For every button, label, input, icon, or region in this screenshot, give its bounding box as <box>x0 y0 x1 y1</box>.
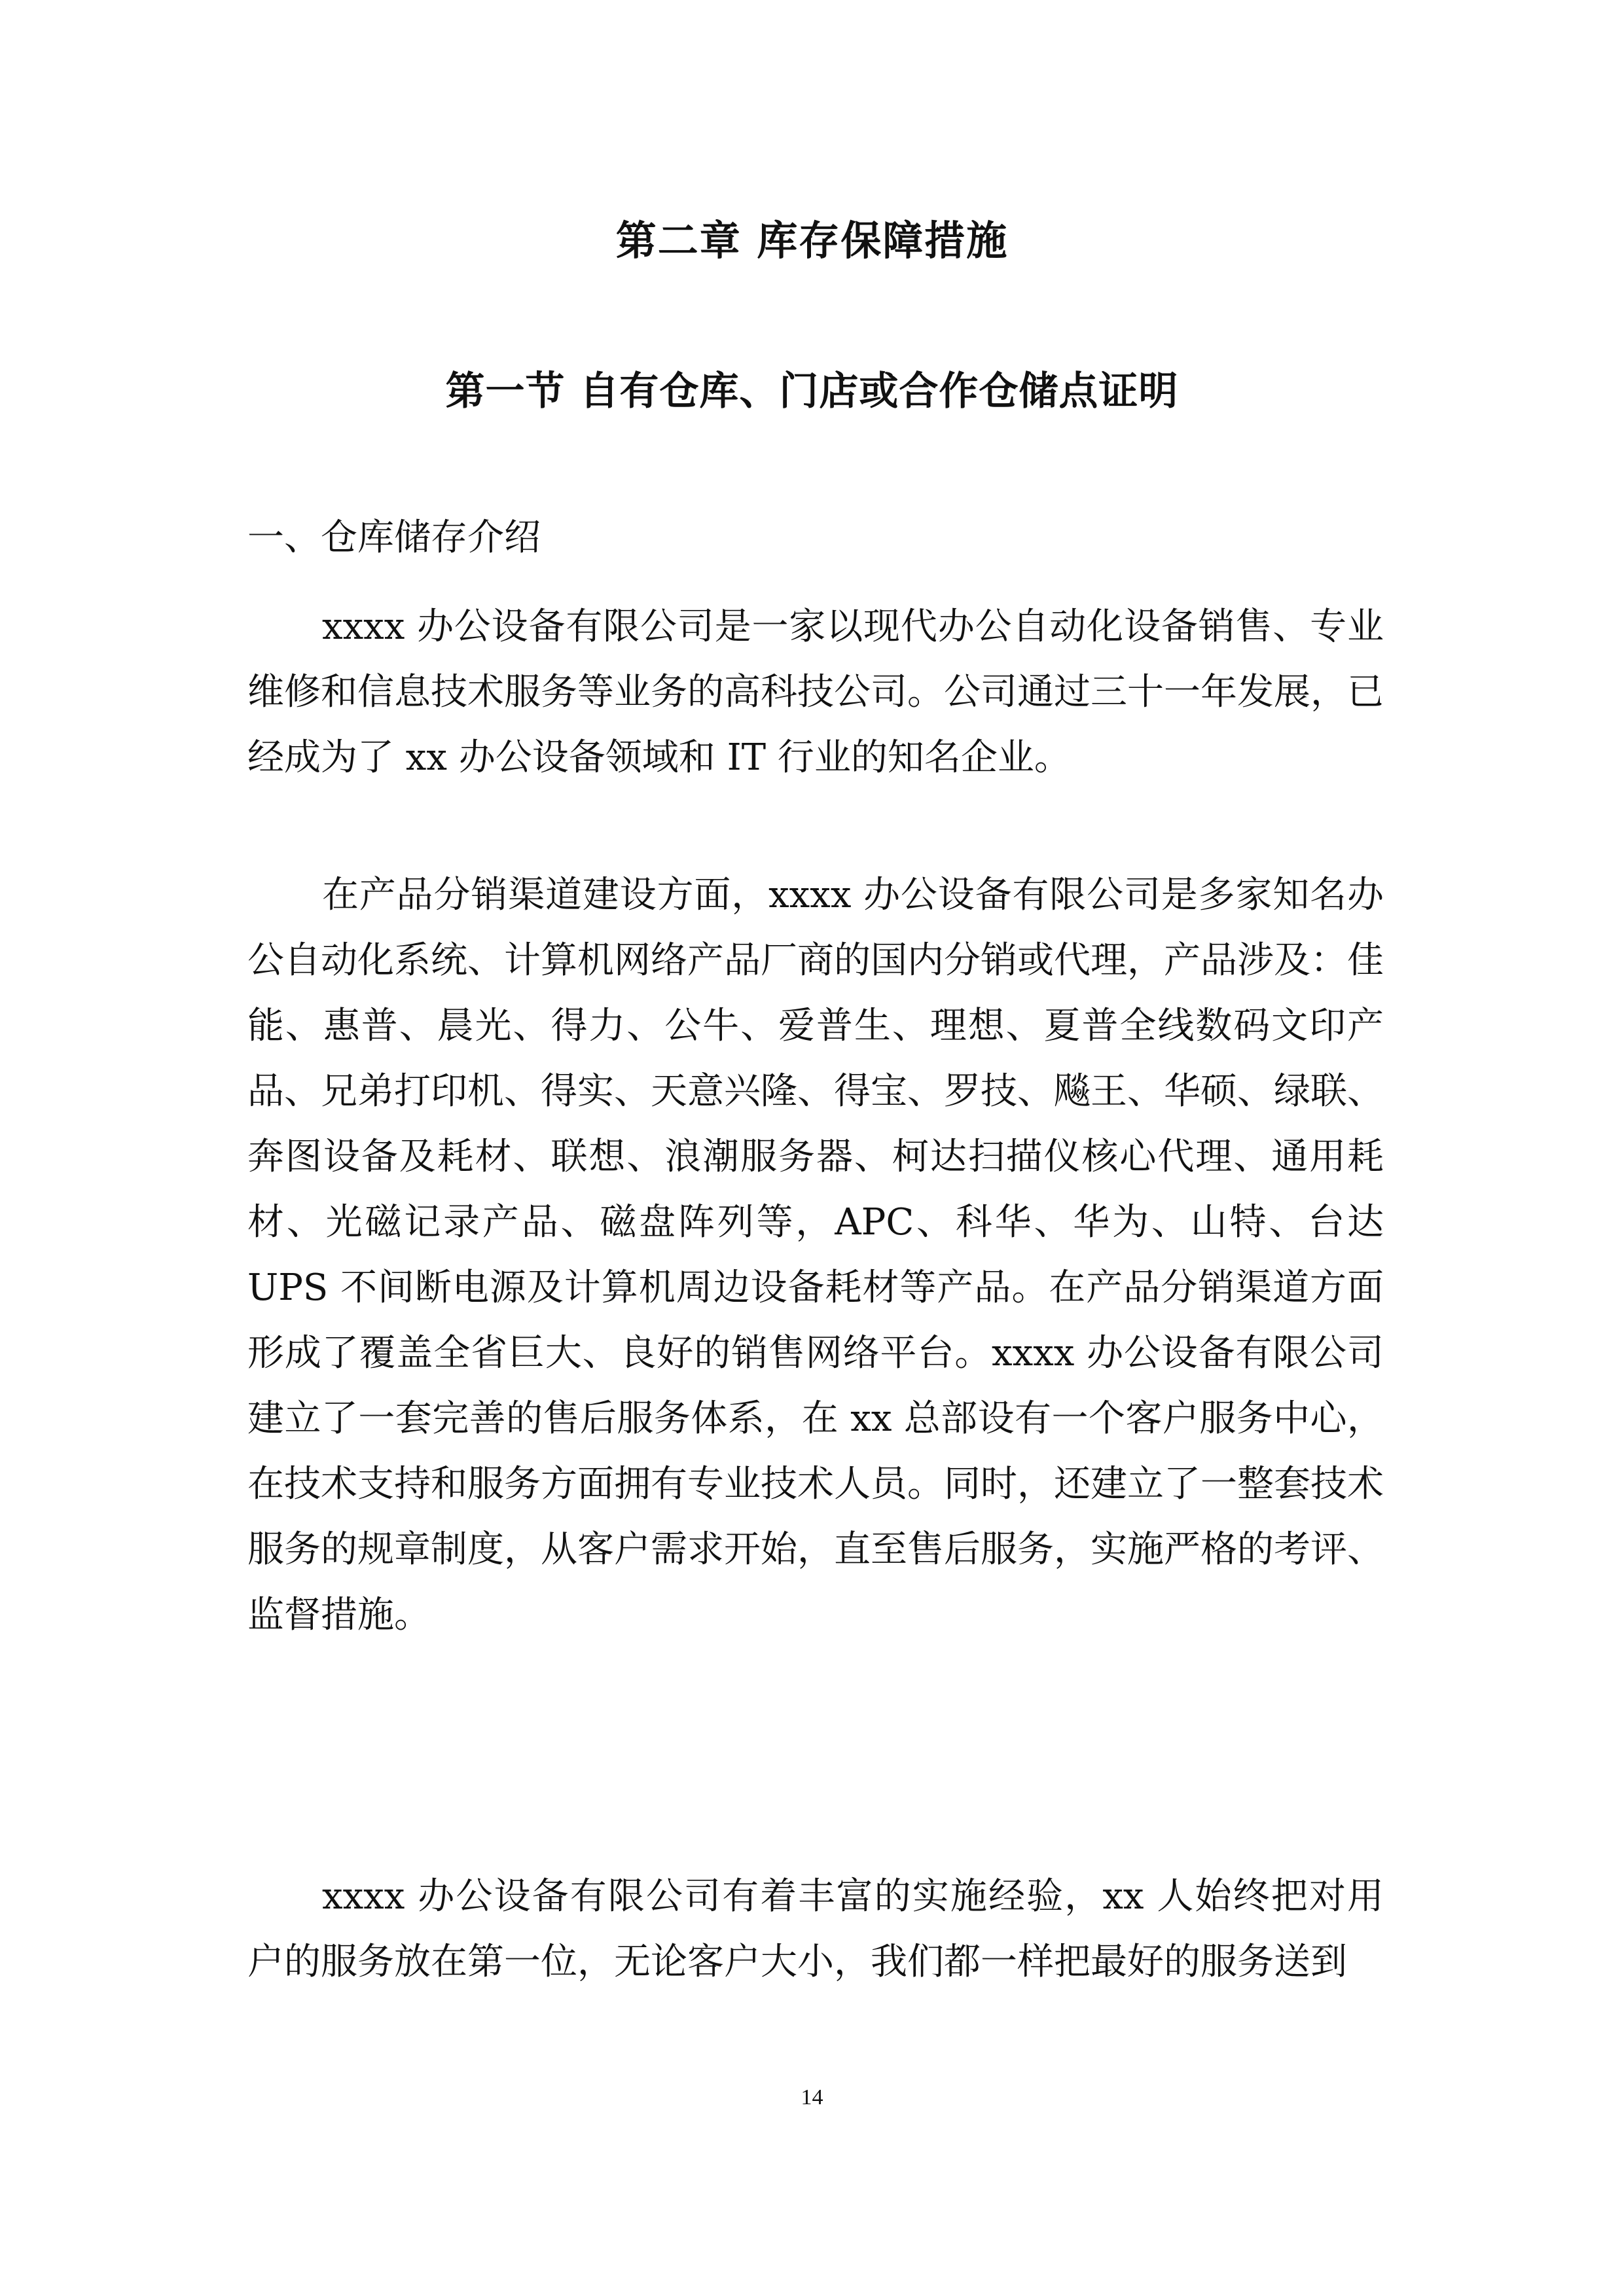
section-title: 第一节 自有仓库、门店或合作仓储点证明 <box>445 368 1179 414</box>
paragraph-distribution-channels: 在产品分销渠道建设方面，xxxx 办公设备有限公司是多家知名办公自动化系统、计算机网络产品厂商的国内分销或代理，产品涉及：佳能、惠普、晨光、得力、公牛、爱普生、理想、夏普全线数码文印产品、兄弟打印机、得实、天意兴隆、得宝、罗技、飚王、华硕、绿联、奔图设备及耗材、联想、浪潮服务器、柯达扫描仪核心代理、通用耗材、光磁记录产品、磁盘阵列等，APC、科华、华为、山特、台达 UPS 不间断电源及计算机周边设备耗材等产品。在产品分销渠道方面形成了覆盖全省巨大、良好的销售网络平台。xxxx 办公设备有限公司建立了一套完善的售后服务体系，在 xx 总部设有一个客户服务中心，在技术支持和服务方面拥有专业技术人员。同时，还建立了一整套技术服务的规章制度，从客户需求开始，直至售后服务，实施严格的考评、监督措施。 <box>247 874 1384 1636</box>
paragraph-company-intro: xxxx 办公设备有限公司是一家以现代办公自动化设备销售、专业维修和信息技术服务等业务的高科技公司。公司通过三十一年发展，已经成为了 xx 办公设备领域和 IT 行业的知名企业。 <box>247 605 1384 779</box>
page-number: 14 <box>801 2085 823 2109</box>
chapter-title: 第二章 库存保障措施 <box>615 217 1009 264</box>
paragraph-service-experience: xxxx 办公设备有限公司有着丰富的实施经验，xx 人始终把对用户的服务放在第一位，无论客户大小，我们都一样把最好的服务送到 <box>247 1875 1384 1983</box>
subheading: 一、仓库储存介绍 <box>247 516 541 559</box>
